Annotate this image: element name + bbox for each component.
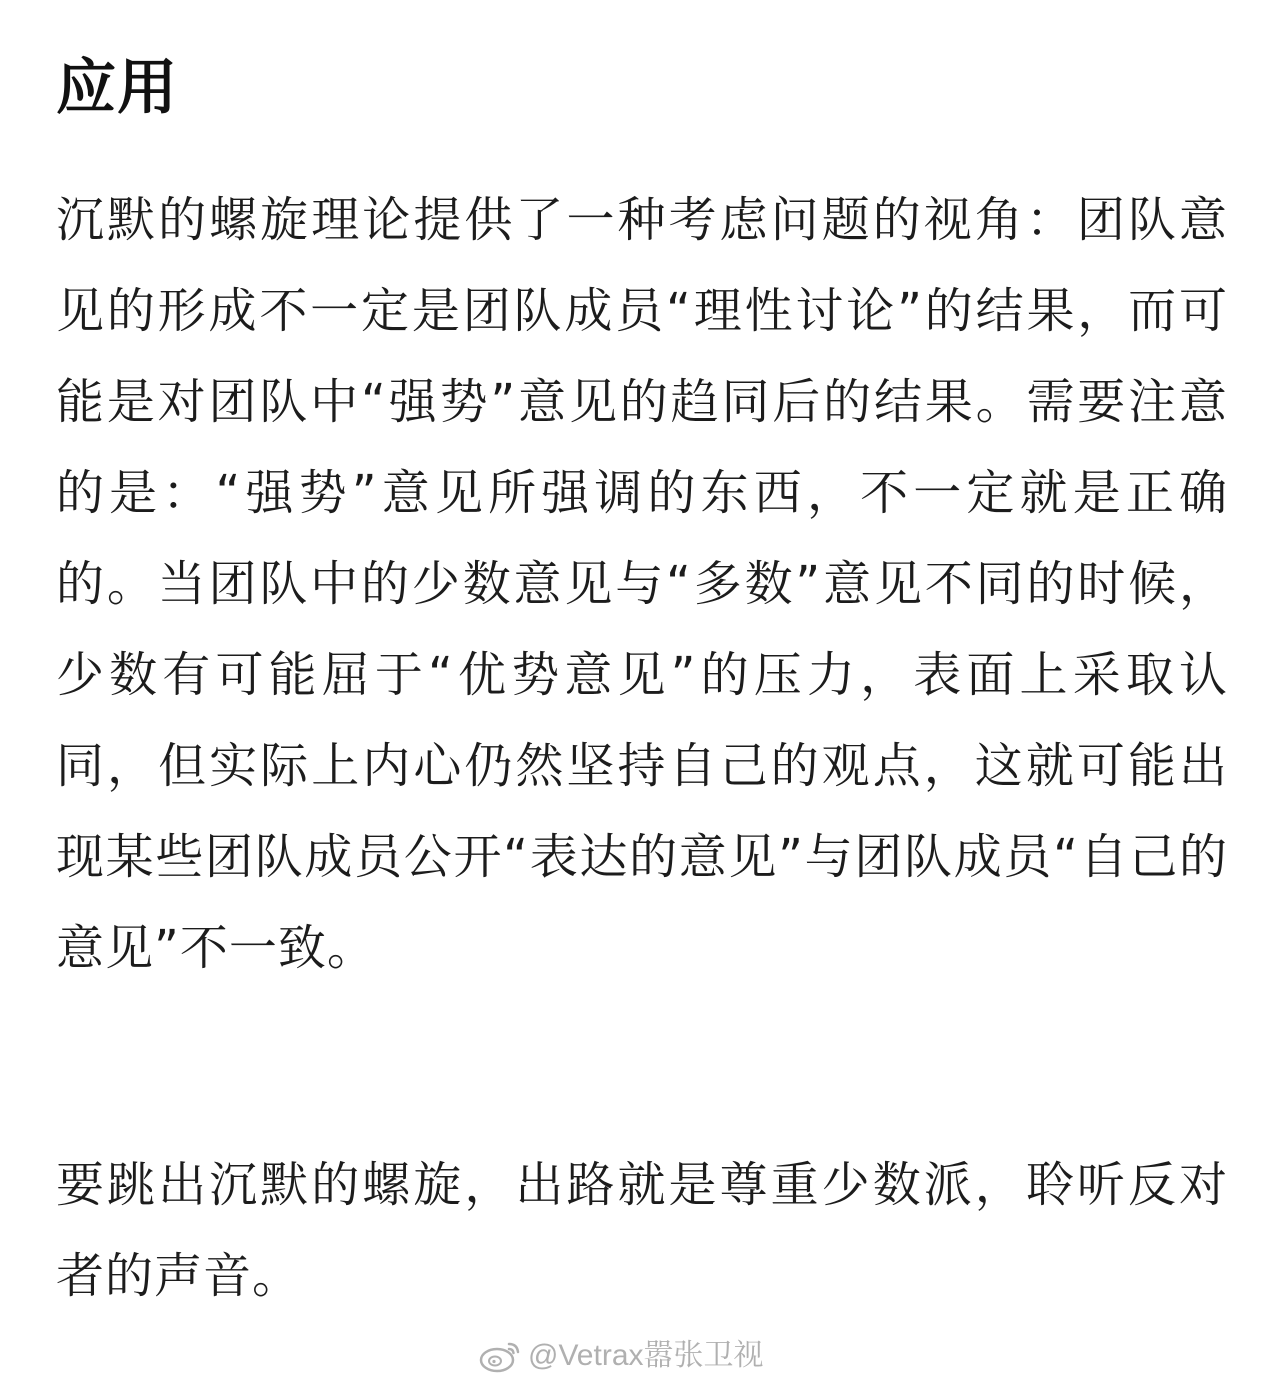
weibo-icon <box>478 1338 522 1374</box>
body-paragraph-2: 要跳出沉默的螺旋，出路就是尊重少数派，聆听反对者的声音。 <box>56 1157 1228 1304</box>
watermark-text: @Vetrax嚣张卫视 <box>528 1339 764 1372</box>
watermark <box>478 1336 764 1376</box>
section-heading: 应用 <box>56 53 178 123</box>
body-paragraph-1: 沉默的螺旋理论提供了一种考虑问题的视角：团队意见的形成不一定是团队成员“理性讨论”的结果，而可能是对团队中“强势”意见的趋同后的结果。需要注意的是：“强势”意见所强调的东西，不一定就是正确的。当团队中的少数意见与“多数”意见不同的时候，少数有可能屈于“优势意见”的压力，表面上采取认同，但实际上内心仍然坚持自己的观点，这就可能出现某些团队成员公开“表达的意见”与团队成员“自己的意见”不一致。 <box>56 192 1228 976</box>
